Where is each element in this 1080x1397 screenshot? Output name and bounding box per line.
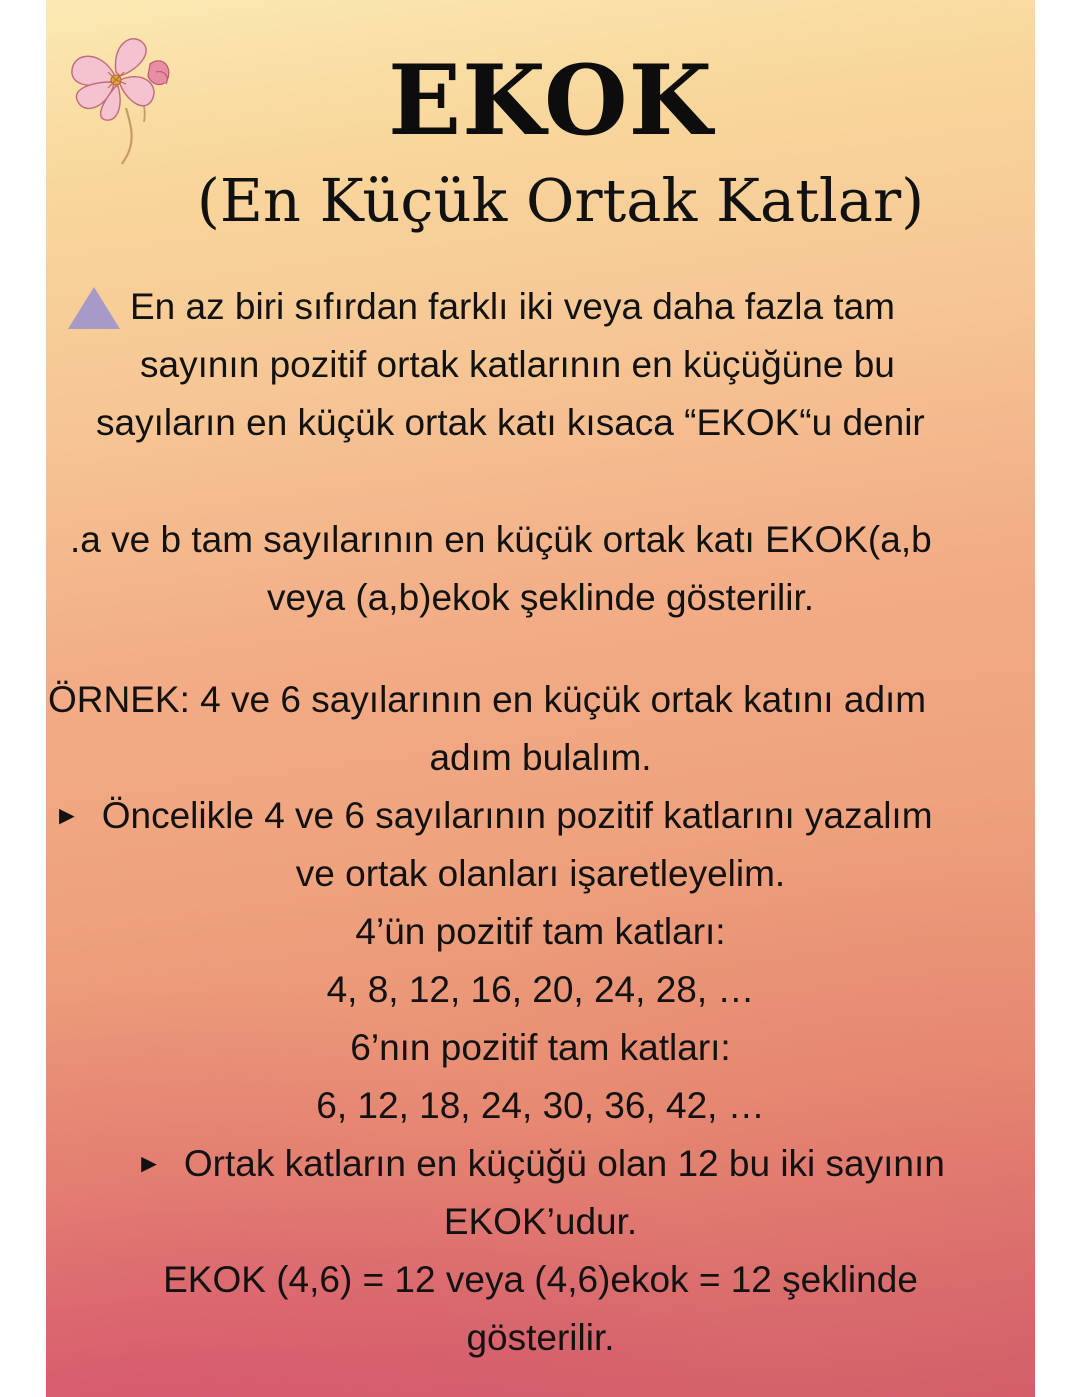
result-line-1: EKOK (4,6) = 12 veya (4,6)ekok = 12 şeklinde [163, 1259, 918, 1300]
definition-line-1: En az biri sıfırdan farklı iki veya daha fazla tam [130, 286, 896, 327]
multiples-6-label: 6’nın pozitif tam katları: [350, 1027, 731, 1068]
step-1-line-2: ve ortak olanları işaretleyelim. [295, 853, 786, 894]
page-title: EKOK [387, 44, 714, 157]
definition-line-3: sayıların en küçük ortak katı kısaca “EKOK“u denir [96, 402, 925, 443]
bullet-arrow-icon: ► [54, 800, 80, 831]
result-line-2: gösterilir. [466, 1317, 615, 1358]
example-line-1: ÖRNEK: 4 ve 6 sayılarının en küçük ortak katını adım [48, 679, 927, 720]
step-1-line-1: ► Öncelikle 4 ve 6 sayılarının pozitif katlarını yazalım [54, 795, 933, 836]
multiples-4-values: 4, 8, 12, 16, 20, 24, 28, … [326, 969, 755, 1010]
document-page [46, 0, 1035, 1397]
notation-line-1: .a ve b tam sayılarının en küçük ortak katı EKOK(a,b [70, 519, 932, 560]
definition-line-2: sayının pozitif ortak katlarının en küçüğüne bu [140, 344, 895, 385]
multiples-4-label: 4’ün pozitif tam katları: [355, 911, 726, 952]
step-2-line-1: ► Ortak katların en küçüğü olan 12 bu iki sayının [136, 1143, 945, 1184]
notation-line-2: veya (a,b)ekok şeklinde gösterilir. [266, 577, 815, 618]
step-2-line-2: EKOK’udur. [443, 1201, 638, 1242]
example-line-2: adım bulalım. [429, 737, 652, 778]
multiples-6-values: 6, 12, 18, 24, 30, 36, 42, … [316, 1085, 765, 1126]
page-subtitle: (En Küçük Ortak Katlar) [196, 166, 925, 235]
bullet-arrow-icon: ► [136, 1148, 162, 1179]
